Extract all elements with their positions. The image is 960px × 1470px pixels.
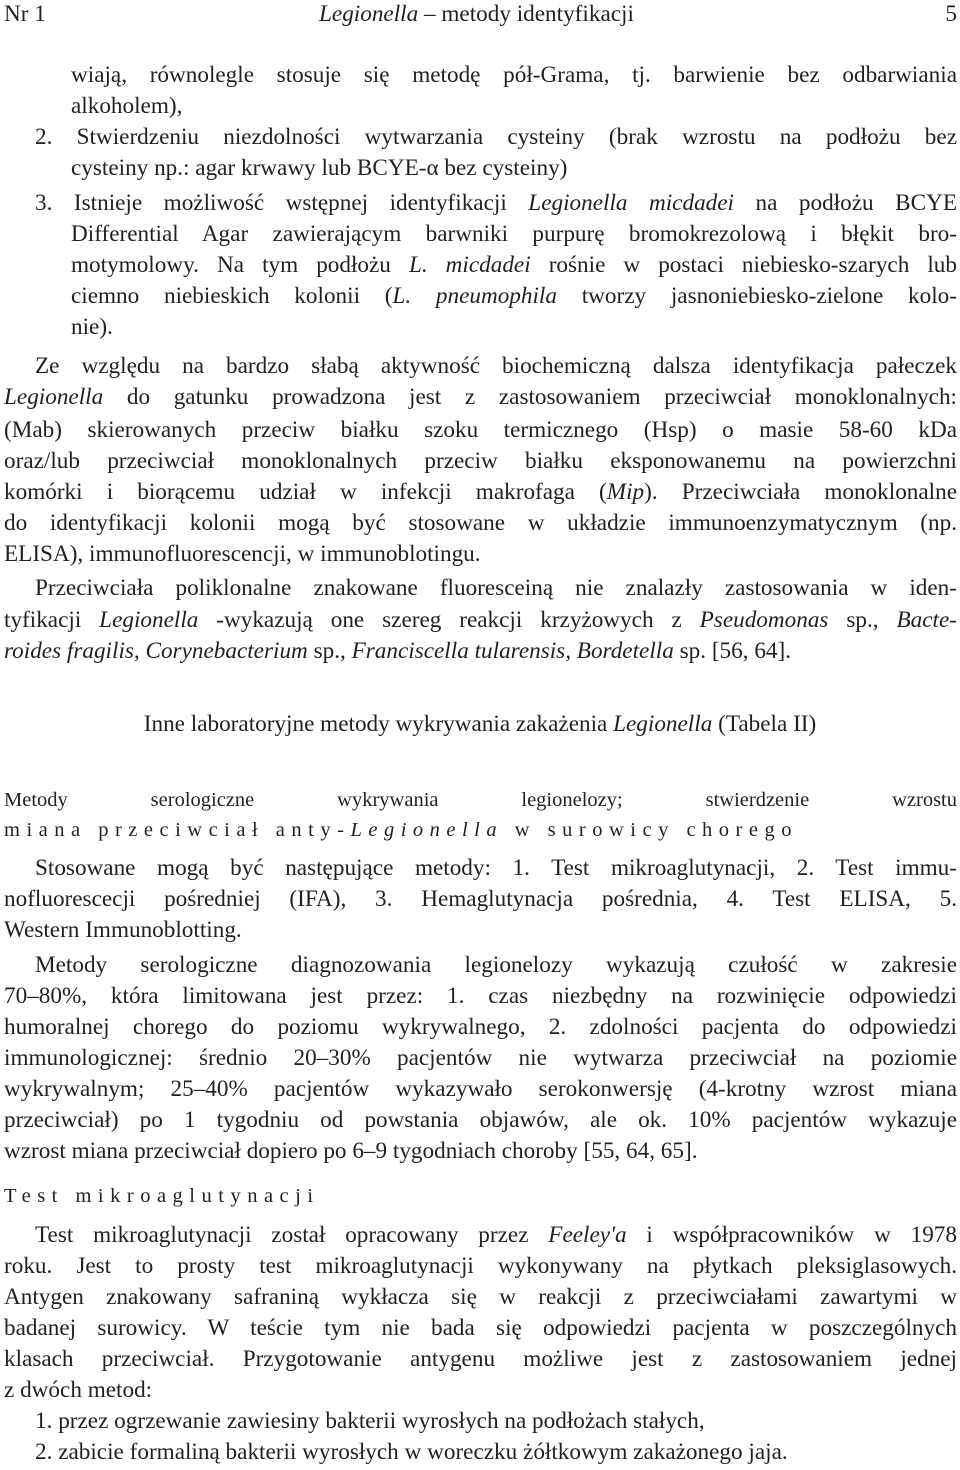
list1-line-2: alkoholem), xyxy=(71,93,183,119)
para4-line-7: wzrost miana przeciwciał dopiero po 6–9 tygodniach choroby [55, 64, 65]. xyxy=(4,1138,698,1164)
para1-line-4: oraz/lub przeciwciał monoklonalnych przeciw białku eksponowanemu na powierzchni xyxy=(4,448,957,474)
subheading-serology-line-2a: miana przeciwciał anty- xyxy=(4,819,351,841)
para4-line-6: przeciwciał) po 1 tygodniu od powstania objawów, ale ok. 10% pacjentów wykazuje xyxy=(4,1107,957,1133)
para2-line-3a: roides fragilis, Corynebacterium xyxy=(4,638,308,664)
para1-line-5c: ). Przeciwciała monoklonalne xyxy=(644,479,957,505)
para2-line-3b: sp., xyxy=(307,638,352,664)
para5-line-5: klasach przeciwciał. Przygotowanie antygenu możliwe jest z zastosowaniem jednej xyxy=(4,1346,957,1372)
list1-line-8 xyxy=(71,281,957,311)
para1-line-3: (Mab) skierowanych przeciw białku szoku termicznego (Hsp) o masie 58-60 kDa xyxy=(4,417,957,443)
para3-line-2: nofluorescecji pośredniej (IFA), 3. Hemaglutynacja pośrednia, 4. Test ELISA, 5. xyxy=(4,886,957,912)
para1-line-7: ELISA), immunofluorescencji, w immunoblotingu. xyxy=(4,541,481,567)
subheading-serology-line-1: Metody serologiczne wykrywania legionelozy; stwierdzenie wzrostu xyxy=(4,789,957,811)
list1-line-5c: na podłożu BCYE xyxy=(734,190,957,216)
para3-line-1: Stosowane mogą być następujące metody: 1. Test mikroaglutynacji, 2. Test immu- xyxy=(35,855,957,881)
subheading-serology-line-2c: w surowicy chorego xyxy=(503,819,798,841)
list1-line-3: 2. Stwierdzeniu niezdolności wytwarzania cysteiny (brak wzrostu na podłożu bez xyxy=(35,124,957,150)
list1-line-5 xyxy=(35,188,957,218)
list1-line-7a: motymolowy. Na tym podłożu xyxy=(71,252,409,278)
para3-line-3: Western Immunoblotting. xyxy=(4,917,242,943)
list1-line-8b: L. pneumophila xyxy=(392,283,557,309)
para2-line-2b: Legionella xyxy=(99,607,199,633)
subheading-microagglutination: Test mikroaglutynacji xyxy=(4,1185,320,1207)
para4-line-4: immunologicznej: średnio 20–30% pacjentów nie wytwarza przeciwciał na poziomie xyxy=(4,1045,957,1071)
para2-line-1: Przeciwciała poliklonalne znakowane fluoresceiną nie znalazły zastosowania w iden- xyxy=(35,575,957,601)
list1-line-4: cysteiny np.: agar krwawy lub BCYE-α bez cysteiny) xyxy=(71,155,568,181)
list1-line-1: wiają, równolegle stosuje się metodę pół-Grama, tj. barwienie bez odbarwiania xyxy=(71,62,957,88)
running-title-italic: Legionella xyxy=(319,1,419,27)
para1-line-6: do identyfikacji kolonii mogą być stosowane w układzie immunoenzymatycznym (np. xyxy=(4,510,957,536)
para5-line-1b: Feeley'a xyxy=(548,1222,627,1248)
para2-line-2c: -wykazują one szereg reakcji krzyżowych z xyxy=(198,607,700,633)
list1-line-7 xyxy=(71,250,957,280)
journal-number: Nr 1 xyxy=(4,1,46,27)
para1-line-2 xyxy=(4,382,957,412)
para5-line-2: roku. Jest to prosty test mikroaglutynacji wykonywany na płytkach pleksiglasowych. xyxy=(4,1253,957,1279)
list1-line-6: Differential Agar zawierającym barwniki purpurę bromokrezolową i błękit bro- xyxy=(71,221,957,247)
para5-line-3: Antygen znakowany safraniną wykłacza się w reakcji z przeciwciałami zawartymi w xyxy=(4,1284,957,1310)
para2-line-3d: sp. [56, 64]. xyxy=(673,638,792,664)
para2-line-2d: Pseudomonas xyxy=(699,607,829,633)
para5-line-1 xyxy=(35,1220,957,1250)
para1-line-5b: Mip xyxy=(606,479,645,505)
list2-item-2: 2. zabicie formaliną bakterii wyrosłych w woreczku żółtkowym zakażonego jaja. xyxy=(35,1439,788,1465)
section-heading-b: Legionella xyxy=(613,711,713,737)
list1-line-5b: Legionella micdadei xyxy=(528,190,734,216)
list1-line-5a: 3. Istnieje możliwość wstępnej identyfikacji xyxy=(35,190,529,216)
para2-line-2e: sp., xyxy=(828,607,897,633)
para1-line-5a: komórki i biorącemu udział w infekcji makrofaga ( xyxy=(4,479,607,505)
para1-line-2a: Legionella xyxy=(4,384,104,410)
para2-line-2f: Bacte- xyxy=(896,607,957,633)
section-heading xyxy=(0,709,960,739)
list2-item-1: 1. przez ogrzewanie zawiesiny bakterii wyrosłych na podłożach stałych, xyxy=(35,1408,705,1434)
subheading-serology-line-2 xyxy=(4,815,798,845)
section-heading-a: Inne laboratoryjne metody wykrywania zakażenia xyxy=(143,711,614,737)
list1-line-8c: tworzy jasnoniebiesko-zielone kolo- xyxy=(556,283,957,309)
list1-line-7c: rośnie w postaci niebiesko-szarych lub xyxy=(530,252,957,278)
page-number: 5 xyxy=(945,1,957,27)
list1-line-8a: ciemno niebieskich kolonii ( xyxy=(71,283,393,309)
list1-line-9: nie). xyxy=(71,314,113,340)
para2-line-2 xyxy=(4,605,957,635)
subheading-serology-line-2b: Legionella xyxy=(350,819,504,841)
para2-line-3 xyxy=(4,636,791,666)
section-heading-c: (Tabela II) xyxy=(712,711,817,737)
para4-line-2: 70–80%, która limitowana jest przez: 1. czas niezbędny na rozwinięcie odpowiedzi xyxy=(4,983,957,1009)
para1-line-5 xyxy=(4,477,957,507)
list1-line-7b: L. micdadei xyxy=(408,252,531,278)
para5-line-1a: Test mikroaglutynacji został opracowany przez xyxy=(35,1222,549,1248)
para2-line-3c: Franciscella tularensis, Bordetella xyxy=(351,638,674,664)
para4-line-1: Metody serologiczne diagnozowania legionelozy wykazują czułość w zakresie xyxy=(35,952,957,978)
para5-line-1c: i współpracowników w 1978 xyxy=(626,1222,957,1248)
para5-line-6: z dwóch metod: xyxy=(4,1377,153,1403)
para4-line-5: wykrywalnym; 25–40% pacjentów wykazywało serokonwersję (4-krotny wzrost miana xyxy=(4,1076,957,1102)
para1-line-2b: do gatunku prowadzona jest z zastosowaniem przeciwciał monoklonalnych: xyxy=(103,384,957,410)
para4-line-3: humoralnej chorego do poziomu wykrywalnego, 2. zdolności pacjenta do odpowiedzi xyxy=(4,1014,957,1040)
running-title-rest: – metody identyfikacji xyxy=(418,1,634,27)
para1-line-1: Ze względu na bardzo słabą aktywność biochemiczną dalsza identyfikacja pałeczek xyxy=(35,353,957,379)
running-title xyxy=(319,0,634,29)
para2-line-2a: tyfikacji xyxy=(4,607,100,633)
para5-line-4: badanej surowicy. W teście tym nie bada się odpowiedzi pacjenta w poszczególnych xyxy=(4,1315,957,1341)
